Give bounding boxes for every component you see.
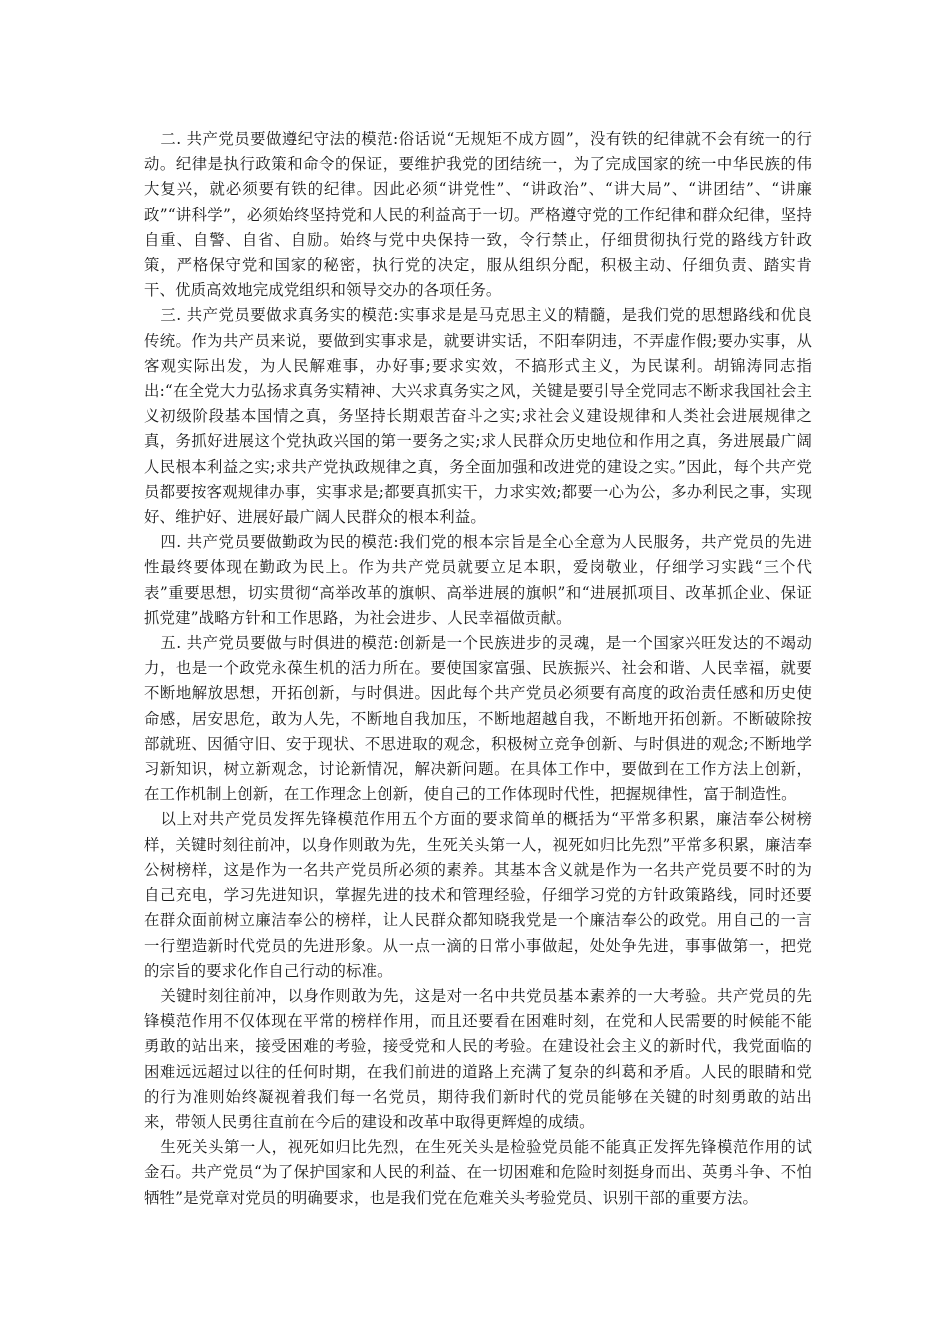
paragraph-discipline	[144, 127, 812, 303]
paragraph-text: 三. 共产党员要做求真务实的模范:实事求是是马克思主义的精髓，是我们党的思想路线和优良传统。作为共产员来说，要做到实事求是，就要讲实话，不阳奉阴违，不弄虚作假;要办实事，从客观实际出发，为人民解难事，办好事;要求实效，不搞形式主义，为民谋利。胡锦涛同志指出:“在全党大力弘扬求真务实精神、大兴求真务实之风，关键是要引导全党同志不断求我国社会主义初级阶段基本国情之真，务坚持长期艰苦奋斗之实;求社会义建设规律和人类社会进展规律之真，务抓好进展这个党执政兴国的第一要务之实;求人民群众历史地位和作用之真，务进展最广阔人民根本利益之实;求共产党执政规律之真，务全面加强和改进党的建设之实。”因此，每个共产党员都要按客观规律办事，实事求是;都要真抓实干，力求实效;都要一心为公，多办利民之事，实现好、维护好、进展好最广阔人民群众的根本利益。	[144, 306, 812, 527]
paragraph-seek-truth	[144, 303, 812, 530]
paragraph-text: 四. 共产党员要做勤政为民的模范:我们党的根本宗旨是全心全意为人民服务，共产党员的先进性最终要体现在勤政为民上。作为共产党员就要立足本职，爱岗敬业，仔细学习实践“三个代表”重要思想，切实贯彻“高举改革的旗帜、高举进展的旗帜”和“进展抓项目、改革抓企业、保证抓党建”战略方针和工作思路，为社会进步、人民幸福做贡献。	[144, 533, 812, 627]
paragraph-text: 二. 共产党员要做遵纪守法的模范:俗话说“无规矩不成方圆”，没有铁的纪律就不会有统一的行动。纪律是执行政策和命令的保证，要维护我党的团结统一，为了完成国家的统一中华民族的伟大复兴，就必须要有铁的纪律。因此必须“讲党性”、“讲政治”、“讲大局”、“讲团结”、“讲廉政”“讲科学”，必须始终坚持党和人民的利益高于一切。严格遵守党的工作纪律和群众纪律，坚持自重、自警、自省、自励。始终与党中央保持一致，令行禁止，仔细贯彻执行党的路线方针政策，严格保守党和国家的秘密，执行党的决定，服从组织分配，积极主动、仔细负责、踏实肯干、优质高效地完成党组织和领导交办的各项任务。	[144, 130, 812, 300]
paragraph-text: 生死关头第一人，视死如归比先烈，在生死关头是检验党员能不能真正发挥先锋模范作用的试金石。共产党员“为了保护国家和人民的利益、在一切困难和危险时刻挺身而出、英勇斗争、不怕牺牲”是党章对党员的明确要求，也是我们党在危难关头考验党员、识别干部的重要方法。	[144, 1138, 812, 1207]
document-body	[144, 127, 812, 1211]
paragraph-text: 以上对共产党员发挥先锋模范作用五个方面的要求简单的概括为“平常多积累，廉洁奉公树榜样，关键时刻往前冲，以身作则敢为先，生死关头第一人，视死如归比先烈”平常多积累，廉洁奉公树榜样，这是作为一名共产党员所必须的素养。其基本含义就是作为一名共产党员要不时的为自己充电，学习先进知识，掌握先进的技术和管理经验，仔细学习党的方针政策路线，同时还要在群众面前树立廉洁奉公的榜样，让人民群众都知晓我党是一个廉洁奉公的政党。用自己的一言一行塑造新时代党员的先进形象。从一点一滴的日常小事做起，处处争先进，事事做第一，把党的宗旨的要求化作自己行动的标准。	[144, 810, 812, 980]
paragraph-critical-moments	[144, 984, 812, 1135]
paragraph-summary	[144, 807, 812, 983]
paragraph-life-and-death	[144, 1135, 812, 1211]
paragraph-text: 五. 共产党员要做与时俱进的模范:创新是一个民族进步的灵魂，是一个国家兴旺发达的不竭动力，也是一个政党永葆生机的活力所在。要使国家富强、民族振兴、社会和谐、人民幸福，就要不断地解放思想，开拓创新，与时俱进。因此每个共产党员必须要有高度的政治责任感和历史使命感，居安思危，敢为人先，不断地自我加压，不断地超越自我，不断地开拓创新。不断破除按部就班、因循守旧、安于现状、不思进取的观念，积极树立竞争创新、与时俱进的观念;不断地学习新知识，树立新观念，讨论新情况，解决新问题。在具体工作中，要做到在工作方法上创新，在工作机制上创新，在工作理念上创新，使自己的工作体现时代性，把握规律性，富于制造性。	[144, 634, 812, 804]
paragraph-text: 关键时刻往前冲，以身作则敢为先，这是对一名中共党员基本素养的一大考验。共产党员的先锋模范作用不仅体现在平常的榜样作用，而且还要看在困难时刻，在党和人民需要的时候能不能勇敢的站出来，接受困难的考验，接受党和人民的考验。在建设社会主义的新时代，我党面临的困难远远超过以往的任何时期，在我们前进的道路上充满了复杂的纠葛和矛盾。人民的眼睛和党的行为准则始终凝视着我们每一名党员，期待我们新时代的党员能够在关键的时刻勇敢的站出来，带领人民勇往直前在今后的建设和改革中取得更辉煌的成绩。	[144, 986, 812, 1131]
paragraph-serve-people	[144, 530, 812, 631]
paragraph-keep-pace	[144, 631, 812, 807]
